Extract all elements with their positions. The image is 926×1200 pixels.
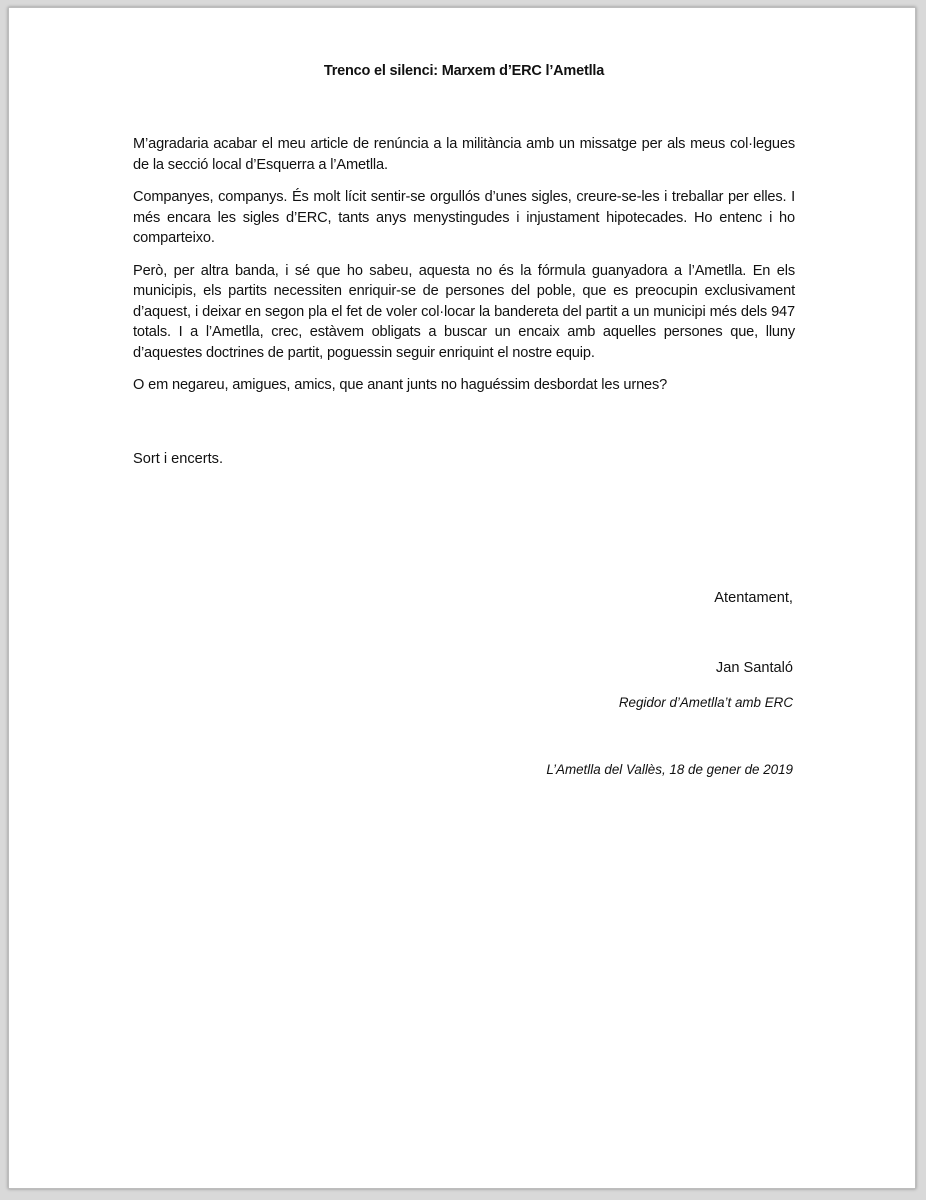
document-body (133, 134, 795, 408)
signature-name: Jan Santaló (715, 660, 793, 676)
paragraph-1: M’agradaria acabar el meu article de renúncia a la militància amb un missatge per als meus col·legues de la secció local d’Esquerra a l’Ametlla. (133, 136, 795, 173)
salutation: Atentament, (714, 590, 793, 606)
paragraph-2: Companyes, companys. És molt lícit sentir-se orgullós d’unes sigles, creure-se-les i treballar per elles. I més encara les sigles d’ERC, tants anys menystingudes i injustament hipotecades. Ho entenc i ho comparteixo. (133, 189, 795, 246)
document-title: Trenco el silenci: Marxem d’ERC l’Ametlla (323, 63, 605, 79)
paragraph-4: O em negareu, amigues, amics, que anant junts no haguéssim desbordat les urnes? (133, 377, 668, 393)
paragraph-3: Però, per altra banda, i sé que ho sabeu, aquesta no és la fórmula guanyadora a l’Ametlla. En els municipis, els partits necessiten enriquir-se de persones del poble, que es preocupin exclusivament d’aquest, i deixar en segon pla el fet de voler col·locar la bandereta del partit a un municipi més dels 947 totals. I a l’Ametlla, crec, estàvem obligats a buscar un encaix amb aquelles persones que, lluny d’aquestes doctrines de partit, poguessin seguir enriquint el nostre equip. (133, 262, 795, 361)
closing-line: Sort i encerts. (133, 451, 224, 467)
signature-role: Regidor d’Ametlla’t amb ERC (618, 695, 793, 710)
document-page (8, 7, 916, 1189)
place-date: L’Ametlla del Vallès, 18 de gener de 2019 (546, 762, 793, 777)
